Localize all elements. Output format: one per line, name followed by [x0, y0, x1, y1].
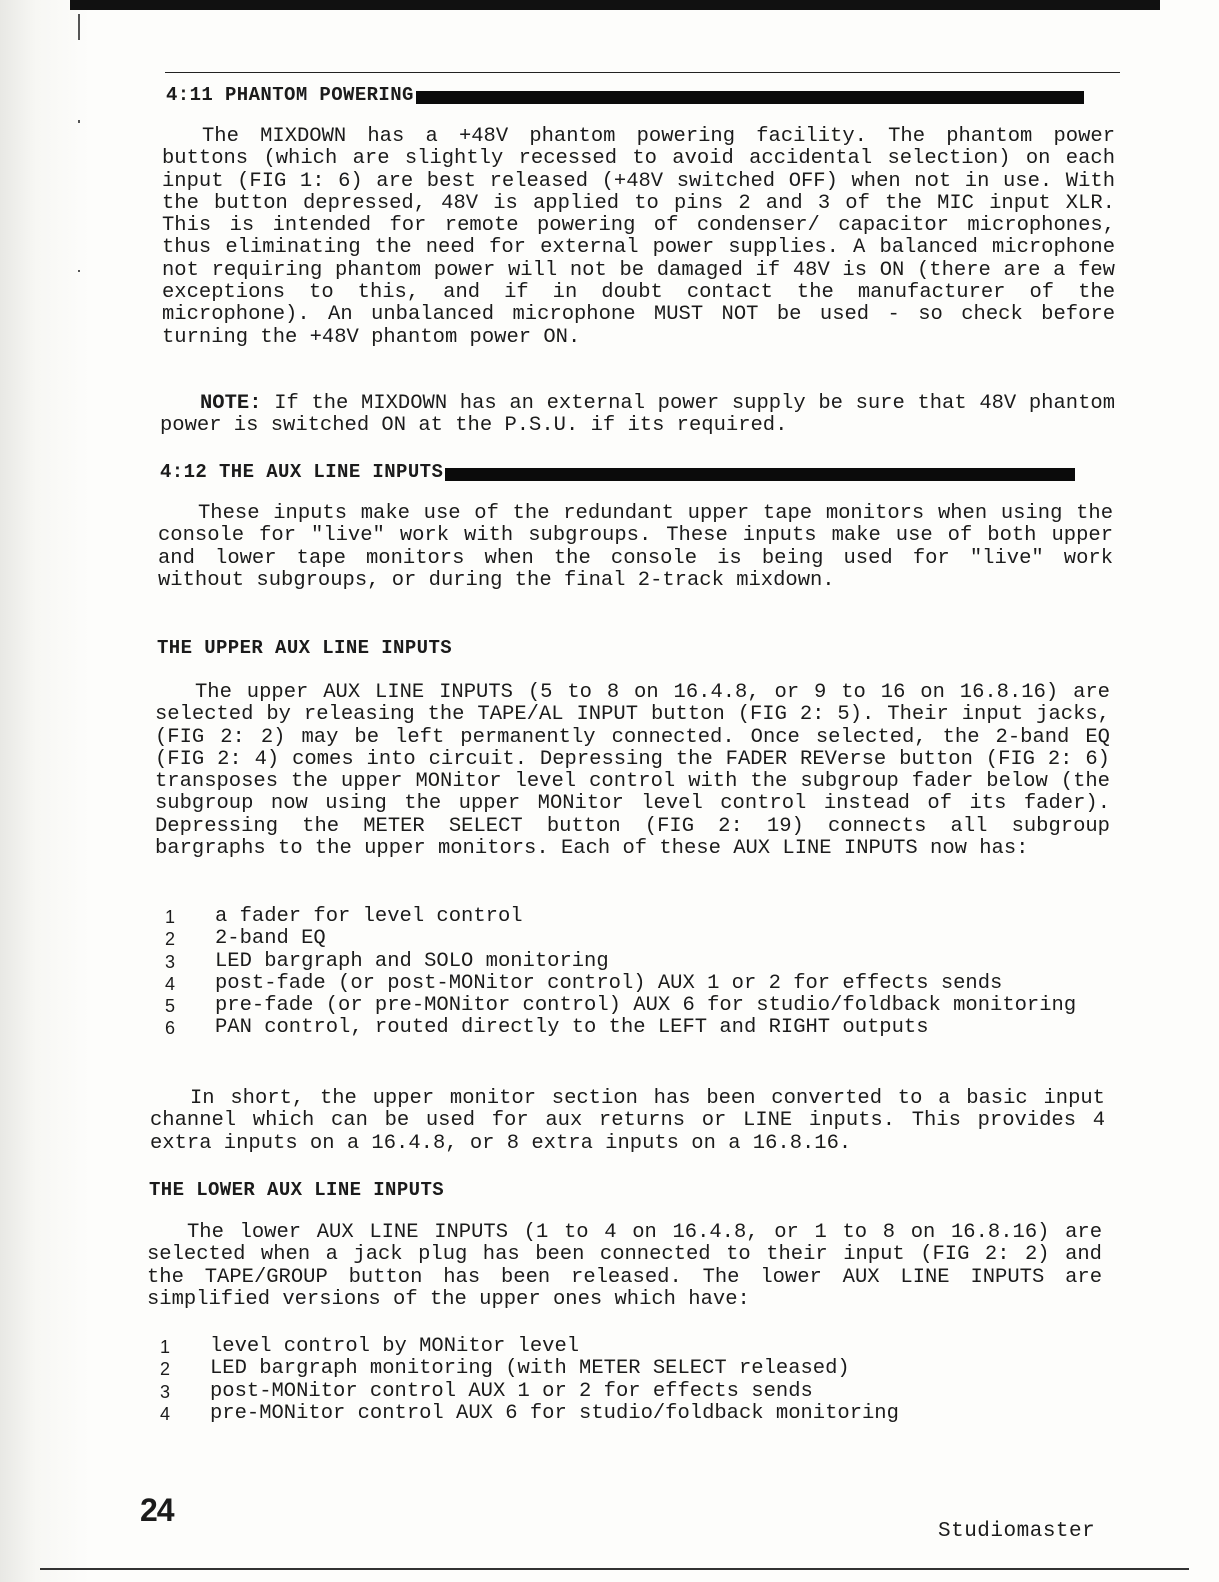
upper-aux-heading: THE UPPER AUX LINE INPUTS — [157, 637, 453, 659]
list-item: 6 PAN control, routed directly to the LEFT and RIGHT outputs — [165, 1016, 929, 1040]
page-number: 24 — [140, 1492, 174, 1528]
heading-bar — [416, 91, 1084, 104]
heading-text: 4:11 PHANTOM POWERING — [166, 84, 414, 106]
list-item: 1 level control by MONitor level — [160, 1335, 580, 1358]
top-scan-bar — [70, 0, 1160, 10]
note-label: NOTE: — [200, 392, 262, 415]
list-item: 1 a fader for level control — [165, 905, 523, 928]
upper-aux-paragraph — [155, 682, 1110, 860]
bottom-scan-edge — [40, 1568, 1189, 1576]
list-item: 4 post-fade (or post-MONitor control) AUX 1 or 2 for effects sends — [165, 971, 1003, 995]
lower-aux-paragraph — [147, 1222, 1102, 1311]
section-heading-aux-line-inputs — [160, 461, 1075, 483]
list-item: 4 pre-MONitor control AUX 6 for studio/foldback monitoring — [160, 1401, 899, 1425]
header-rule — [165, 72, 1120, 73]
aux-intro-text: These inputs make use of the redundant upper tape monitors when using the console for "live" work with subgroups. These inputs make use of both upper and lower tape monitors when the console is being used for "live" work without subgroups, or during the final 2-track mixdown. — [158, 502, 1113, 592]
note-paragraph — [160, 393, 1115, 438]
section-heading-phantom-powering — [166, 84, 1084, 106]
upper-aux-summary — [150, 1088, 1105, 1155]
brand-footer: Studiomaster — [938, 1520, 1096, 1543]
scanned-page-edge — [0, 0, 90, 1582]
note-text: If the MIXDOWN has an external power supply be sure that 48V phantom power is switched ON at the P.S.U. if its required. — [160, 392, 1115, 438]
heading-text: 4:12 THE AUX LINE INPUTS — [160, 461, 444, 483]
upper-aux-text: The upper AUX LINE INPUTS (5 to 8 on 16.4.8, or 9 to 16 on 16.8.16) are selected by releasing the TAPE/AL INPUT button (FIG 2: 5). Their input jacks, (FIG 2: 2) may be left permanently connected. Once selected, the 2-band EQ (FIG 2: 4) comes into circuit. Depressing the FADER REVerse button (FIG 2: 6) transposes the upper MONitor level control with the subgroup fader below (the subgroup now using the upper MONitor level control instead of its fader). Depressing the METER SELECT button (FIG 2: 19) connects all subgroup bargraphs to the upper monitors. Each of these AUX LINE INPUTS now has: — [155, 681, 1110, 861]
phantom-powering-text: The MIXDOWN has a +48V phantom powering facility. The phantom power buttons (which are slightly recessed to avoid accidental selection) on each input (FIG 1: 6) are best released (+48V switched OFF) when not in use. With the button depressed, 48V is applied to pins 2 and 3 of the MIC input XLR. This is intended for remote powering of condenser/ capacitor microphones, thus eliminating the need for external power supplies. A balanced microphone not requiring phantom power will not be damaged if 48V is ON (there are a few exceptions to this, and if in doubt contact the manufacturer of the microphone). An unbalanced microphone MUST NOT be used - so check before turning the +48V phantom power ON. — [162, 125, 1115, 349]
list-item: 5 pre-fade (or pre-MONitor control) AUX 6 for studio/foldback monitoring — [165, 994, 1077, 1018]
upper-aux-feature-list — [165, 906, 1110, 1040]
list-item: 3 post-MONitor control AUX 1 or 2 for effects sends — [160, 1379, 813, 1403]
lower-aux-heading: THE LOWER AUX LINE INPUTS — [149, 1179, 445, 1201]
aux-line-inputs-intro — [158, 503, 1113, 592]
phantom-powering-paragraph — [162, 126, 1115, 349]
lower-aux-feature-list — [160, 1336, 1105, 1425]
lower-aux-text: The lower AUX LINE INPUTS (1 to 4 on 16.4.8, or 1 to 8 on 16.8.16) are selected when a jack plug has been connected to their input (FIG 2: 2) and the TAPE/GROUP button has been released. The lower AUX LINE INPUTS are simplified versions of the upper ones which have: — [147, 1221, 1102, 1311]
heading-bar — [445, 468, 1075, 481]
summary-text: In short, the upper monitor section has been converted to a basic input channel which can be used for aux returns or LINE inputs. This provides 4 extra inputs on a 16.4.8, or 8 extra inputs on a 16.8.16. — [150, 1087, 1105, 1155]
list-item: 2 LED bargraph monitoring (with METER SELECT released) — [160, 1357, 850, 1381]
list-item: 3 LED bargraph and SOLO monitoring — [165, 949, 609, 973]
list-item: 2 2-band EQ — [165, 927, 326, 951]
